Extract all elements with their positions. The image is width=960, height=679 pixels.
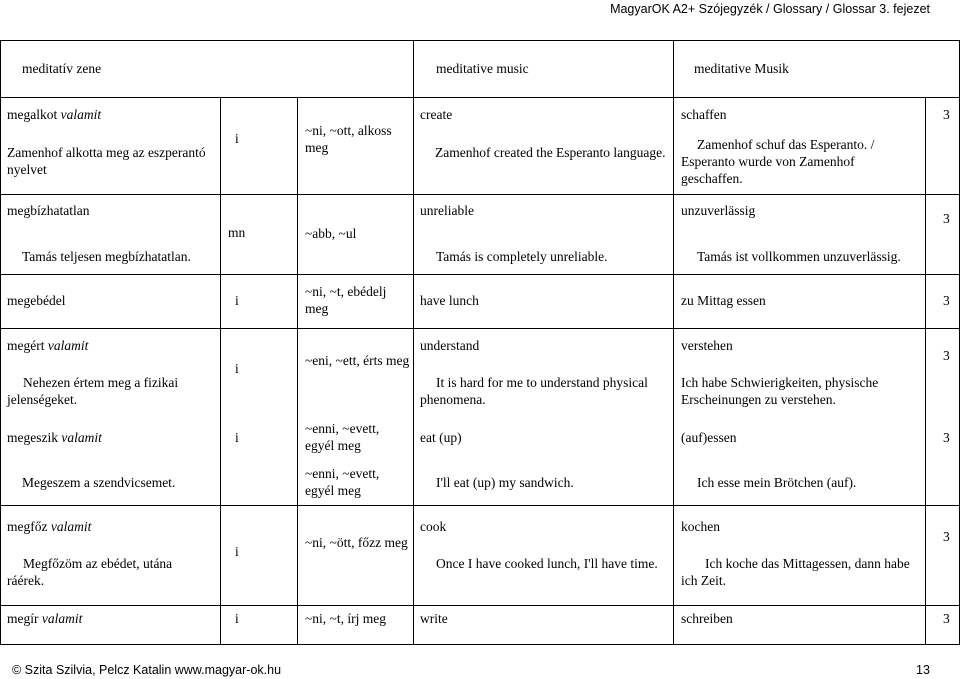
row-divider: [0, 605, 960, 606]
word-forms: ~eni, ~ett, érts meg: [305, 353, 410, 368]
page-header: MagyarOK A2+ Szójegyzék / Glossary / Glossar 3. fejezet: [610, 2, 930, 16]
word-forms: ~enni, ~evett, egyél meg: [305, 421, 380, 453]
word-forms: ~ni, ~t, ebédelj meg: [305, 284, 387, 316]
english-example: Zamenhof created the Esperanto language.: [435, 145, 666, 160]
row-divider: [0, 97, 960, 98]
column-divider: [673, 40, 674, 644]
headword-object: valamit: [61, 430, 102, 445]
word-type: i: [235, 544, 239, 559]
hungarian-example: Nehezen értem meg a fizikai jelenségeket.: [7, 375, 179, 407]
english-example: Tamás is completely unreliable.: [436, 249, 608, 264]
hungarian-example: Megfőzöm az ebédet, utána ráérek.: [7, 556, 173, 588]
english-example: Once I have cooked lunch, I'll have time.: [436, 556, 658, 571]
chapter-number: 3: [943, 293, 950, 308]
headword: megeszik: [7, 430, 58, 445]
german-translation: schaffen: [681, 107, 727, 122]
hungarian-example: Megeszem a szendvicsemet.: [22, 475, 176, 490]
word-forms: ~ni, ~ott, alkoss meg: [305, 123, 392, 155]
chapter-number: 3: [943, 348, 950, 363]
english-translation: unreliable: [420, 203, 474, 218]
table-bottom-border: [0, 644, 960, 645]
german-translation: schreiben: [681, 611, 733, 626]
english-translation: have lunch: [420, 293, 479, 308]
english-translation: meditative music: [436, 61, 529, 76]
row-divider: [0, 505, 960, 506]
german-example: Ich habe Schwierigkeiten, physische Erscheinungen zu verstehen.: [681, 375, 879, 407]
german-example: Ich koche das Mittagessen, dann habe ich Zeit.: [681, 556, 910, 588]
table-top-border: [0, 40, 960, 41]
headword-object: valamit: [47, 338, 89, 353]
german-translation: kochen: [681, 519, 720, 534]
hungarian-example: Tamás teljesen megbízhatatlan.: [22, 249, 191, 264]
english-translation: understand: [420, 338, 480, 353]
headword-object: valamit: [41, 611, 83, 626]
headword: megbízhatatlan: [7, 203, 90, 218]
word-forms: ~abb, ~ul: [305, 226, 357, 241]
german-example: Ich esse mein Brötchen (auf).: [697, 475, 857, 490]
german-example: Zamenhof schuf das Esperanto. / Esperanto wurde von Zamenhof geschaffen.: [681, 137, 875, 186]
column-divider: [297, 97, 298, 644]
german-translation: unzuverlässig: [681, 203, 756, 218]
word-forms: ~enni, ~evett, egyél meg: [305, 466, 380, 498]
chapter-number: 3: [943, 211, 950, 226]
page-number: 13: [916, 663, 930, 677]
chapter-number: 3: [943, 430, 950, 445]
headword: megfőz: [7, 519, 48, 534]
english-translation: create: [420, 107, 453, 122]
column-divider: [413, 40, 414, 644]
hungarian-example: Zamenhof alkotta meg az eszperantó nyelvet: [7, 145, 206, 177]
word-type: i: [235, 131, 239, 146]
headword: megalkot: [7, 107, 58, 122]
footer-copyright: © Szita Szilvia, Pelcz Katalin www.magyar-ok.hu: [12, 663, 282, 677]
word-type: i: [235, 430, 239, 445]
english-example: I'll eat (up) my sandwich.: [436, 475, 574, 490]
german-translation: zu Mittag essen: [681, 293, 766, 308]
word-type: i: [235, 361, 239, 376]
english-example: It is hard for me to understand physical phenomena.: [420, 375, 648, 407]
german-translation: verstehen: [681, 338, 733, 353]
headword-object: valamit: [50, 519, 92, 534]
column-divider: [0, 40, 1, 644]
row-divider: [0, 194, 960, 195]
headword: megír: [7, 611, 39, 626]
row-divider: [0, 274, 960, 275]
row-divider: [0, 328, 960, 329]
chapter-number: 3: [943, 107, 950, 122]
word-type: i: [235, 293, 239, 308]
chapter-number: 3: [943, 529, 950, 544]
column-divider: [220, 97, 221, 644]
german-translation: (auf)essen: [681, 430, 737, 445]
english-translation: cook: [420, 519, 447, 534]
headword-object: valamit: [60, 107, 102, 122]
headword: meditatív zene: [22, 61, 102, 76]
chapter-number: 3: [943, 611, 950, 626]
word-type: mn: [228, 225, 246, 240]
word-forms: ~ni, ~ött, főzz meg: [305, 535, 408, 550]
english-translation: write: [420, 611, 448, 626]
headword: megért: [7, 338, 45, 353]
word-type: i: [235, 611, 239, 626]
german-example: Tamás ist vollkommen unzuverlässig.: [697, 249, 901, 264]
headword: megebédel: [7, 293, 66, 308]
english-translation: eat (up): [420, 430, 462, 445]
german-translation: meditative Musik: [694, 61, 789, 76]
word-forms: ~ni, ~t, írj meg: [305, 611, 386, 626]
